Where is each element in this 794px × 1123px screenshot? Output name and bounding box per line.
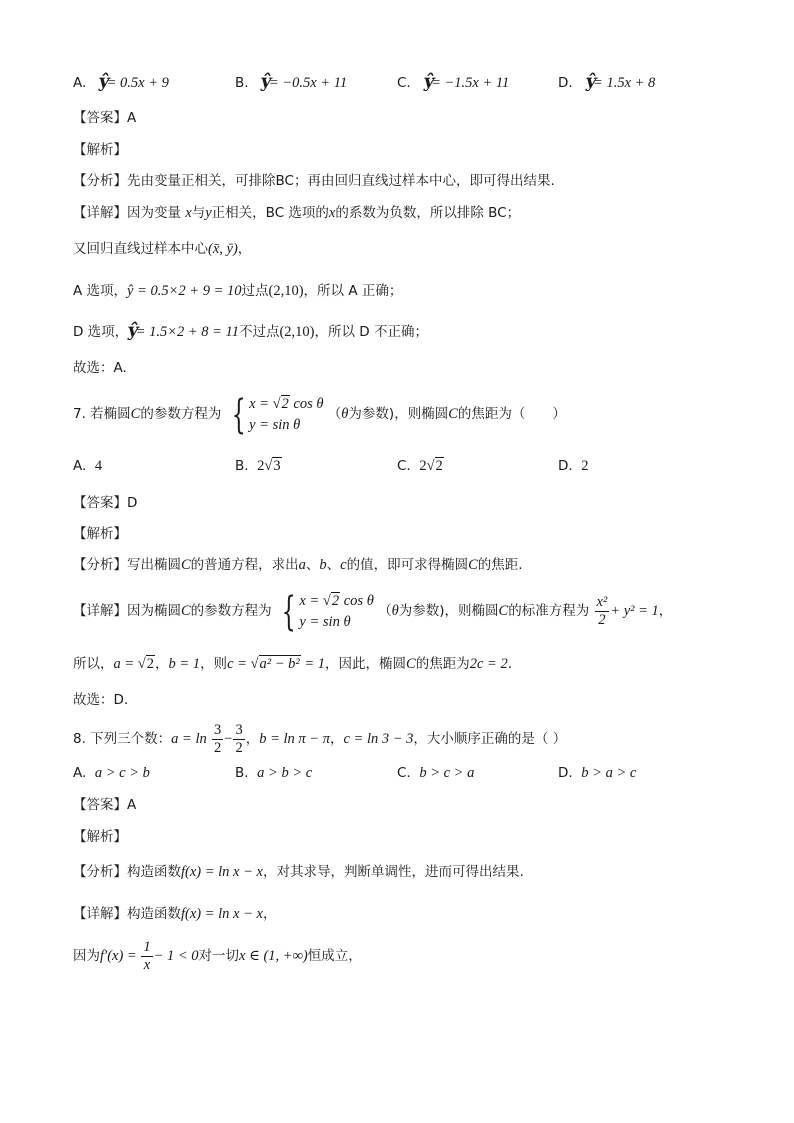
q7-guxuan: 故选：D. bbox=[73, 692, 129, 708]
q8-xiangjie: 【详解】构造函数f(x) = ln x − x， bbox=[73, 906, 277, 922]
q8-answer: 【答案】A bbox=[73, 797, 137, 813]
yhat-symbol: ŷ bbox=[259, 71, 274, 92]
q8-option-d: D. b > a > c bbox=[558, 765, 637, 781]
q6-center-line: 又回归直线过样本中心(x̄, ȳ)， bbox=[73, 241, 252, 257]
q7-answer: 【答案】D bbox=[73, 495, 138, 511]
std-eq-fraction: $\frac{\text{x²}}{2}$ bbox=[596, 594, 608, 628]
q7-jiexi: 【解析】 bbox=[73, 526, 127, 542]
q7-option-c: C. 2√2 bbox=[397, 458, 443, 474]
q8-stem: 8. 下列三个数：a = ln $\frac{3}{2}$ − $\frac{3}{2}$ ，b = ln π − π，c = ln 3 − 3，大小顺序正确的是（ ） bbox=[73, 722, 567, 756]
yhat-symbol: ŷ bbox=[421, 71, 437, 92]
q6-option-a-check: A 选项，ŷ = 0.5×2 + 9 = 10过点(2,10)，所以 A 正确； bbox=[73, 283, 403, 299]
q7-xiangjie: 【详解】因为椭圆C的参数方程为 { x = √2 cos θ y = sin θ （θ为参数)，则椭圆C的标准方程为 $\frac{\text{x²}}{2}$ + y² = 1， bbox=[73, 588, 673, 635]
q7-suoyi: 所以，a = √2，b = 1，则c = √a² − b² = 1，因此，椭圆C的焦距为2c = 2. bbox=[73, 656, 512, 672]
q6-option-d: D. ŷ= 1.5x + 8 bbox=[558, 71, 656, 92]
q6-option-b: B. ŷ= −0.5x + 11 bbox=[235, 71, 348, 92]
q8-jiexi: 【解析】 bbox=[73, 829, 127, 845]
q6-xiangjie: 【详解】因为变量 x与y正相关，BC 选项的x的系数为负数，所以排除 BC； bbox=[73, 205, 521, 221]
yhat-symbol: ŷ bbox=[583, 71, 598, 92]
q6-option-d-check: D 选项，ŷ= 1.5×2 + 8 = 11不过点(2,10)，所以 D 不正确； bbox=[73, 320, 428, 341]
q8-derivative-line: 因为f′(x) = $\frac{1}{x}$ − 1 < 0对一切x ∈ (1, +∞)恒成立， bbox=[73, 939, 362, 973]
q6-guxuan: 故选：A. bbox=[73, 360, 127, 376]
q7-option-d: D. 2 bbox=[558, 458, 589, 474]
q7-option-b: B. 2√3 bbox=[235, 458, 281, 474]
q8-fenxi: 【分析】构造函数f(x) = ln x − x，对其求导，判断单调性，进而可得出结果. bbox=[73, 864, 524, 880]
q7-option-a: A. 4 bbox=[73, 458, 103, 474]
q6-option-c: C. ŷ= −1.5x + 11 bbox=[397, 71, 510, 92]
q7-param-system: { x = √2 cos θ y = sin θ bbox=[231, 391, 324, 438]
q6-option-a: A. ŷ= 0.5x + 9 bbox=[73, 71, 169, 92]
yhat-symbol: ŷ bbox=[126, 320, 141, 341]
q7-fenxi: 【分析】写出椭圆C的普通方程，求出a、b、c的值，即可求得椭圆C的焦距. bbox=[73, 557, 523, 573]
q7-param-system-repeat: { x = √2 cos θ y = sin θ bbox=[281, 588, 374, 635]
q8-option-a: A. a > c > b bbox=[73, 765, 150, 781]
q8-option-c: C. b > c > a bbox=[397, 765, 475, 781]
q7-stem: 7. 若椭圆C的参数方程为 { x = √2 cos θ y = sin θ （θ为参数)，则椭圆C的焦距为（ ） bbox=[73, 391, 566, 438]
q6-jiexi: 【解析】 bbox=[73, 142, 127, 158]
q8-option-b: B. a > b > c bbox=[235, 765, 313, 781]
q6-fenxi: 【分析】先由变量正相关，可排除BC；再由回归直线过样本中心，即可得出结果. bbox=[73, 173, 555, 189]
yhat-symbol: ŷ bbox=[97, 71, 112, 92]
q6-answer: 【答案】A bbox=[73, 110, 137, 126]
